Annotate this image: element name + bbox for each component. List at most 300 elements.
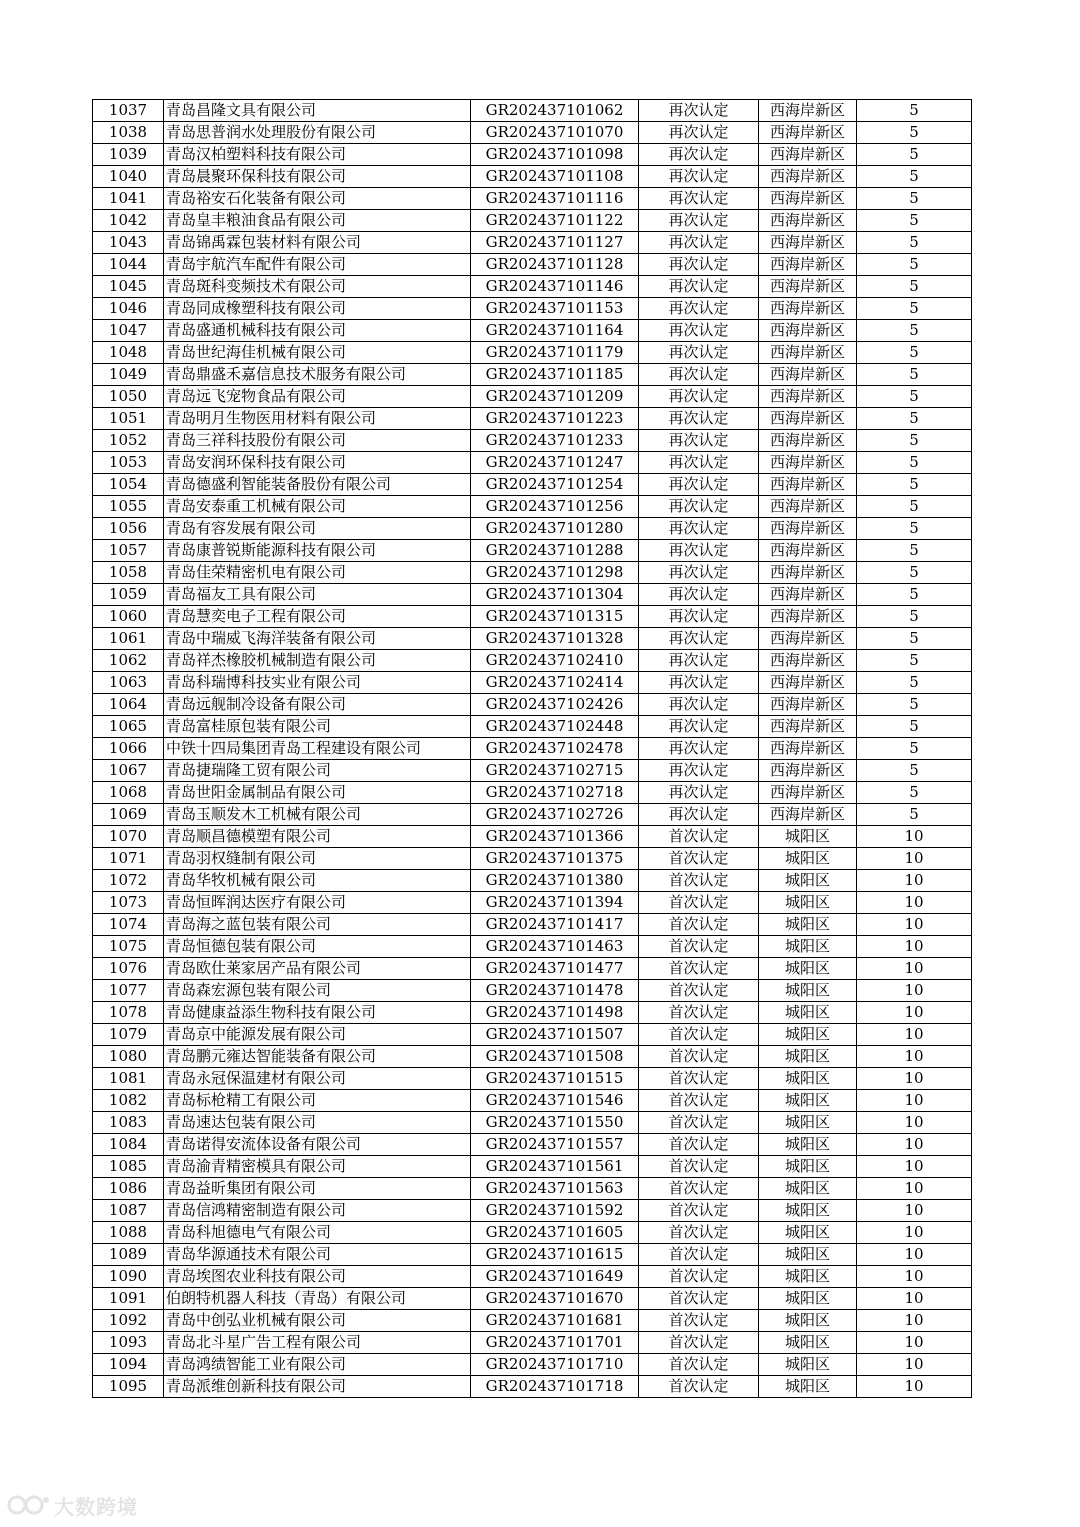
serial-number-cell: 1091: [93, 1288, 164, 1310]
certification-type-cell: 再次认定: [639, 144, 759, 166]
score-cell: 10: [857, 1024, 972, 1046]
district-cell: 城阳区: [759, 1156, 857, 1178]
table-row: [93, 298, 972, 320]
company-name-cell: 青岛康普锐斯能源科技有限公司: [164, 540, 471, 562]
table-row: [93, 1310, 972, 1332]
score-cell: 5: [857, 386, 972, 408]
score-cell: 5: [857, 760, 972, 782]
district-cell: 城阳区: [759, 870, 857, 892]
district-cell: 城阳区: [759, 1178, 857, 1200]
district-cell: 西海岸新区: [759, 628, 857, 650]
district-cell: 西海岸新区: [759, 276, 857, 298]
certification-type-cell: 再次认定: [639, 496, 759, 518]
district-cell: 城阳区: [759, 936, 857, 958]
company-name-cell: 青岛恒德包装有限公司: [164, 936, 471, 958]
certification-type-cell: 再次认定: [639, 276, 759, 298]
certification-type-cell: 首次认定: [639, 1288, 759, 1310]
district-cell: 城阳区: [759, 1046, 857, 1068]
table-row: [93, 1222, 972, 1244]
company-name-cell: 青岛华牧机械有限公司: [164, 870, 471, 892]
serial-number-cell: 1076: [93, 958, 164, 980]
district-cell: 西海岸新区: [759, 562, 857, 584]
table-row: [93, 342, 972, 364]
certificate-number-cell: GR202437101108: [471, 166, 639, 188]
score-cell: 10: [857, 1002, 972, 1024]
table-row: [93, 100, 972, 122]
serial-number-cell: 1093: [93, 1332, 164, 1354]
company-name-cell: 青岛恒晖润达医疗有限公司: [164, 892, 471, 914]
certification-type-cell: 首次认定: [639, 870, 759, 892]
serial-number-cell: 1080: [93, 1046, 164, 1068]
serial-number-cell: 1049: [93, 364, 164, 386]
score-cell: 10: [857, 870, 972, 892]
table-row: [93, 694, 972, 716]
company-name-cell: 青岛裕安石化装备有限公司: [164, 188, 471, 210]
company-name-cell: 青岛明月生物医用材料有限公司: [164, 408, 471, 430]
certification-type-cell: 首次认定: [639, 892, 759, 914]
certification-type-cell: 再次认定: [639, 122, 759, 144]
district-cell: 城阳区: [759, 1288, 857, 1310]
district-cell: 城阳区: [759, 1134, 857, 1156]
company-name-cell: 青岛埃图农业科技有限公司: [164, 1266, 471, 1288]
company-name-cell: 青岛世纪海佳机械有限公司: [164, 342, 471, 364]
score-cell: 10: [857, 1354, 972, 1376]
serial-number-cell: 1066: [93, 738, 164, 760]
serial-number-cell: 1046: [93, 298, 164, 320]
serial-number-cell: 1056: [93, 518, 164, 540]
certificate-number-cell: GR202437102426: [471, 694, 639, 716]
certificate-number-cell: GR202437101256: [471, 496, 639, 518]
district-cell: 西海岸新区: [759, 386, 857, 408]
score-cell: 5: [857, 254, 972, 276]
district-cell: 西海岸新区: [759, 760, 857, 782]
serial-number-cell: 1079: [93, 1024, 164, 1046]
serial-number-cell: 1063: [93, 672, 164, 694]
score-cell: 5: [857, 628, 972, 650]
certificate-number-cell: GR202437101477: [471, 958, 639, 980]
company-name-cell: 青岛德盛利智能装备股份有限公司: [164, 474, 471, 496]
score-cell: 5: [857, 210, 972, 232]
score-cell: 5: [857, 540, 972, 562]
certificate-number-cell: GR202437101070: [471, 122, 639, 144]
company-name-cell: 青岛盛通机械科技有限公司: [164, 320, 471, 342]
certificate-number-cell: GR202437101718: [471, 1376, 639, 1398]
certificate-number-cell: GR202437101463: [471, 936, 639, 958]
certificate-number-cell: GR202437101670: [471, 1288, 639, 1310]
company-name-cell: 青岛晨聚环保科技有限公司: [164, 166, 471, 188]
score-cell: 5: [857, 452, 972, 474]
company-name-cell: 青岛中创弘业机械有限公司: [164, 1310, 471, 1332]
certification-type-cell: 再次认定: [639, 298, 759, 320]
score-cell: 10: [857, 1178, 972, 1200]
district-cell: 西海岸新区: [759, 738, 857, 760]
district-cell: 城阳区: [759, 826, 857, 848]
certificate-number-cell: GR202437101328: [471, 628, 639, 650]
certificate-number-cell: GR202437101185: [471, 364, 639, 386]
serial-number-cell: 1051: [93, 408, 164, 430]
table-row: [93, 826, 972, 848]
score-cell: 5: [857, 364, 972, 386]
certification-type-cell: 再次认定: [639, 474, 759, 496]
district-cell: 西海岸新区: [759, 540, 857, 562]
serial-number-cell: 1088: [93, 1222, 164, 1244]
certificate-number-cell: GR202437101557: [471, 1134, 639, 1156]
serial-number-cell: 1095: [93, 1376, 164, 1398]
score-cell: 10: [857, 1244, 972, 1266]
district-cell: 西海岸新区: [759, 342, 857, 364]
certification-type-cell: 再次认定: [639, 518, 759, 540]
certificate-number-cell: GR202437101561: [471, 1156, 639, 1178]
table-row: [93, 1354, 972, 1376]
serial-number-cell: 1044: [93, 254, 164, 276]
company-name-cell: 青岛汉柏塑料科技有限公司: [164, 144, 471, 166]
certificate-number-cell: GR202437101233: [471, 430, 639, 452]
district-cell: 城阳区: [759, 1376, 857, 1398]
score-cell: 10: [857, 1046, 972, 1068]
certificate-number-cell: GR202437101508: [471, 1046, 639, 1068]
certification-type-cell: 首次认定: [639, 1266, 759, 1288]
serial-number-cell: 1054: [93, 474, 164, 496]
district-cell: 西海岸新区: [759, 100, 857, 122]
serial-number-cell: 1090: [93, 1266, 164, 1288]
certification-type-cell: 再次认定: [639, 562, 759, 584]
serial-number-cell: 1038: [93, 122, 164, 144]
score-cell: 5: [857, 606, 972, 628]
company-name-cell: 青岛信鸿精密制造有限公司: [164, 1200, 471, 1222]
table-row: [93, 166, 972, 188]
score-cell: 5: [857, 716, 972, 738]
serial-number-cell: 1094: [93, 1354, 164, 1376]
serial-number-cell: 1077: [93, 980, 164, 1002]
certificate-number-cell: GR202437101209: [471, 386, 639, 408]
score-cell: 5: [857, 584, 972, 606]
score-cell: 10: [857, 848, 972, 870]
score-cell: 5: [857, 320, 972, 342]
serial-number-cell: 1078: [93, 1002, 164, 1024]
serial-number-cell: 1043: [93, 232, 164, 254]
serial-number-cell: 1060: [93, 606, 164, 628]
certification-type-cell: 再次认定: [639, 386, 759, 408]
score-cell: 5: [857, 144, 972, 166]
district-cell: 城阳区: [759, 1112, 857, 1134]
table-row: [93, 980, 972, 1002]
certification-type-cell: 再次认定: [639, 342, 759, 364]
certificate-number-cell: GR202437101710: [471, 1354, 639, 1376]
company-name-cell: 青岛世阳金属制品有限公司: [164, 782, 471, 804]
table-row: [93, 386, 972, 408]
score-cell: 10: [857, 1090, 972, 1112]
serial-number-cell: 1082: [93, 1090, 164, 1112]
table-row: [93, 936, 972, 958]
district-cell: 西海岸新区: [759, 408, 857, 430]
certificate-number-cell: GR202437102726: [471, 804, 639, 826]
district-cell: 西海岸新区: [759, 166, 857, 188]
table-row: [93, 870, 972, 892]
certification-type-cell: 再次认定: [639, 606, 759, 628]
district-cell: 城阳区: [759, 1024, 857, 1046]
company-name-cell: 青岛京中能源发展有限公司: [164, 1024, 471, 1046]
table-row: [93, 562, 972, 584]
certificate-number-cell: GR202437101315: [471, 606, 639, 628]
certificate-number-cell: GR202437101223: [471, 408, 639, 430]
district-cell: 城阳区: [759, 980, 857, 1002]
score-cell: 5: [857, 518, 972, 540]
certificate-number-cell: GR202437101146: [471, 276, 639, 298]
certification-type-cell: 首次认定: [639, 936, 759, 958]
certificate-number-cell: GR202437101288: [471, 540, 639, 562]
serial-number-cell: 1070: [93, 826, 164, 848]
district-cell: 西海岸新区: [759, 584, 857, 606]
certificate-number-cell: GR202437102715: [471, 760, 639, 782]
certification-type-cell: 再次认定: [639, 408, 759, 430]
company-name-cell: 青岛鼎盛禾嘉信息技术服务有限公司: [164, 364, 471, 386]
table-row: [93, 122, 972, 144]
serial-number-cell: 1061: [93, 628, 164, 650]
table-row: [93, 364, 972, 386]
company-name-cell: 青岛北斗星广告工程有限公司: [164, 1332, 471, 1354]
certificate-number-cell: GR202437101164: [471, 320, 639, 342]
certificate-number-cell: GR202437101681: [471, 1310, 639, 1332]
certificate-number-cell: GR202437102718: [471, 782, 639, 804]
certification-type-cell: 再次认定: [639, 694, 759, 716]
serial-number-cell: 1067: [93, 760, 164, 782]
certification-type-cell: 再次认定: [639, 650, 759, 672]
certification-type-cell: 首次认定: [639, 914, 759, 936]
company-name-cell: 青岛顺昌德模塑有限公司: [164, 826, 471, 848]
company-name-cell: 青岛远飞宠物食品有限公司: [164, 386, 471, 408]
serial-number-cell: 1055: [93, 496, 164, 518]
serial-number-cell: 1041: [93, 188, 164, 210]
district-cell: 西海岸新区: [759, 298, 857, 320]
score-cell: 5: [857, 650, 972, 672]
company-name-cell: 青岛健康益添生物科技有限公司: [164, 1002, 471, 1024]
certification-type-cell: 再次认定: [639, 166, 759, 188]
serial-number-cell: 1084: [93, 1134, 164, 1156]
table-row: [93, 584, 972, 606]
table-row: [93, 804, 972, 826]
table-row: [93, 276, 972, 298]
certificate-number-cell: GR202437101546: [471, 1090, 639, 1112]
company-name-cell: 青岛远舰制冷设备有限公司: [164, 694, 471, 716]
district-cell: 西海岸新区: [759, 650, 857, 672]
company-name-cell: 青岛三祥科技股份有限公司: [164, 430, 471, 452]
serial-number-cell: 1048: [93, 342, 164, 364]
score-cell: 5: [857, 694, 972, 716]
certification-type-cell: 首次认定: [639, 1376, 759, 1398]
score-cell: 10: [857, 1310, 972, 1332]
certification-type-cell: 再次认定: [639, 100, 759, 122]
table-row: [93, 1156, 972, 1178]
certification-type-cell: 再次认定: [639, 628, 759, 650]
table-body: [93, 100, 972, 1398]
certification-type-cell: 首次认定: [639, 1354, 759, 1376]
certificate-number-cell: GR202437102410: [471, 650, 639, 672]
certificate-number-cell: GR202437101254: [471, 474, 639, 496]
certification-type-cell: 再次认定: [639, 232, 759, 254]
score-cell: 10: [857, 1112, 972, 1134]
serial-number-cell: 1047: [93, 320, 164, 342]
table-row: [93, 892, 972, 914]
certificate-number-cell: GR202437101592: [471, 1200, 639, 1222]
score-cell: 10: [857, 914, 972, 936]
serial-number-cell: 1050: [93, 386, 164, 408]
certification-type-cell: 首次认定: [639, 1332, 759, 1354]
certification-type-cell: 首次认定: [639, 958, 759, 980]
score-cell: 10: [857, 1288, 972, 1310]
company-name-cell: 青岛永冠保温建材有限公司: [164, 1068, 471, 1090]
certificate-number-cell: GR202437101098: [471, 144, 639, 166]
company-name-cell: 青岛宇航汽车配件有限公司: [164, 254, 471, 276]
certification-type-cell: 首次认定: [639, 1200, 759, 1222]
certificate-number-cell: GR202437102414: [471, 672, 639, 694]
serial-number-cell: 1081: [93, 1068, 164, 1090]
company-name-cell: 青岛祥杰橡胶机械制造有限公司: [164, 650, 471, 672]
serial-number-cell: 1086: [93, 1178, 164, 1200]
certification-type-cell: 首次认定: [639, 1134, 759, 1156]
certificate-number-cell: GR202437101366: [471, 826, 639, 848]
score-cell: 5: [857, 672, 972, 694]
table-row: [93, 716, 972, 738]
certification-type-cell: 首次认定: [639, 1222, 759, 1244]
district-cell: 城阳区: [759, 892, 857, 914]
company-name-cell: 青岛同成橡塑科技有限公司: [164, 298, 471, 320]
table-row: [93, 254, 972, 276]
district-cell: 西海岸新区: [759, 694, 857, 716]
certificate-number-cell: GR202437101380: [471, 870, 639, 892]
company-name-cell: 青岛欧仕莱家居产品有限公司: [164, 958, 471, 980]
serial-number-cell: 1075: [93, 936, 164, 958]
company-name-cell: 中铁十四局集团青岛工程建设有限公司: [164, 738, 471, 760]
certification-type-cell: 首次认定: [639, 1310, 759, 1332]
company-name-cell: 青岛标枪精工有限公司: [164, 1090, 471, 1112]
certificate-number-cell: GR202437101478: [471, 980, 639, 1002]
company-name-cell: 青岛安泰重工机械有限公司: [164, 496, 471, 518]
district-cell: 西海岸新区: [759, 716, 857, 738]
certificate-number-cell: GR202437101247: [471, 452, 639, 474]
district-cell: 西海岸新区: [759, 254, 857, 276]
score-cell: 5: [857, 232, 972, 254]
district-cell: 城阳区: [759, 848, 857, 870]
table-row: [93, 1376, 972, 1398]
table-row: [93, 496, 972, 518]
table-row: [93, 628, 972, 650]
table-row: [93, 1046, 972, 1068]
district-cell: 城阳区: [759, 1266, 857, 1288]
district-cell: 城阳区: [759, 1332, 857, 1354]
certificate-number-cell: GR202437101280: [471, 518, 639, 540]
certificate-number-cell: GR202437101507: [471, 1024, 639, 1046]
district-cell: 城阳区: [759, 1244, 857, 1266]
certification-type-cell: 再次认定: [639, 320, 759, 342]
score-cell: 10: [857, 1376, 972, 1398]
serial-number-cell: 1087: [93, 1200, 164, 1222]
serial-number-cell: 1045: [93, 276, 164, 298]
certification-type-cell: 首次认定: [639, 1090, 759, 1112]
table-row: [93, 1200, 972, 1222]
score-cell: 5: [857, 408, 972, 430]
certification-type-cell: 首次认定: [639, 980, 759, 1002]
certification-type-cell: 首次认定: [639, 1244, 759, 1266]
serial-number-cell: 1040: [93, 166, 164, 188]
company-name-cell: 青岛中瑞威飞海洋装备有限公司: [164, 628, 471, 650]
certification-type-cell: 首次认定: [639, 1002, 759, 1024]
company-name-cell: 青岛益昕集团有限公司: [164, 1178, 471, 1200]
certificate-number-cell: GR202437101701: [471, 1332, 639, 1354]
certificate-number-cell: GR202437101605: [471, 1222, 639, 1244]
score-cell: 10: [857, 1134, 972, 1156]
certification-type-cell: 再次认定: [639, 430, 759, 452]
certification-type-cell: 首次认定: [639, 848, 759, 870]
certification-type-cell: 首次认定: [639, 1024, 759, 1046]
district-cell: 西海岸新区: [759, 364, 857, 386]
certificate-number-cell: GR202437101298: [471, 562, 639, 584]
company-name-cell: 青岛渝青精密模具有限公司: [164, 1156, 471, 1178]
serial-number-cell: 1085: [93, 1156, 164, 1178]
certification-type-cell: 首次认定: [639, 826, 759, 848]
district-cell: 西海岸新区: [759, 122, 857, 144]
serial-number-cell: 1074: [93, 914, 164, 936]
table-row: [93, 914, 972, 936]
company-name-cell: 青岛皇丰粮油食品有限公司: [164, 210, 471, 232]
score-cell: 5: [857, 188, 972, 210]
table-row: [93, 452, 972, 474]
serial-number-cell: 1058: [93, 562, 164, 584]
district-cell: 城阳区: [759, 1068, 857, 1090]
certification-type-cell: 再次认定: [639, 672, 759, 694]
certificate-number-cell: GR202437101550: [471, 1112, 639, 1134]
district-cell: 城阳区: [759, 1310, 857, 1332]
company-name-cell: 青岛佳荣精密机电有限公司: [164, 562, 471, 584]
score-cell: 5: [857, 496, 972, 518]
company-name-cell: 青岛华源通技术有限公司: [164, 1244, 471, 1266]
score-cell: 5: [857, 782, 972, 804]
table-row: [93, 210, 972, 232]
certification-type-cell: 首次认定: [639, 1046, 759, 1068]
certificate-number-cell: GR202437101417: [471, 914, 639, 936]
district-cell: 西海岸新区: [759, 606, 857, 628]
table-row: [93, 650, 972, 672]
score-cell: 5: [857, 122, 972, 144]
table-row: [93, 188, 972, 210]
score-cell: 10: [857, 1266, 972, 1288]
table-row: [93, 672, 972, 694]
serial-number-cell: 1053: [93, 452, 164, 474]
table-row: [93, 1090, 972, 1112]
district-cell: 城阳区: [759, 958, 857, 980]
certificate-number-cell: GR202437101649: [471, 1266, 639, 1288]
table-row: [93, 1332, 972, 1354]
certificate-number-cell: GR202437101563: [471, 1178, 639, 1200]
table-row: [93, 958, 972, 980]
company-name-cell: 青岛富桂原包装有限公司: [164, 716, 471, 738]
certification-type-cell: 再次认定: [639, 364, 759, 386]
company-name-cell: 青岛锦禹霖包装材料有限公司: [164, 232, 471, 254]
certificate-number-cell: GR202437101062: [471, 100, 639, 122]
table-row: [93, 1024, 972, 1046]
score-cell: 10: [857, 1156, 972, 1178]
certification-type-cell: 再次认定: [639, 716, 759, 738]
serial-number-cell: 1039: [93, 144, 164, 166]
certification-type-cell: 再次认定: [639, 210, 759, 232]
score-cell: 10: [857, 1200, 972, 1222]
company-name-cell: 青岛海之蓝包装有限公司: [164, 914, 471, 936]
table-row: [93, 430, 972, 452]
table-row: [93, 1266, 972, 1288]
district-cell: 城阳区: [759, 1200, 857, 1222]
serial-number-cell: 1092: [93, 1310, 164, 1332]
serial-number-cell: 1073: [93, 892, 164, 914]
serial-number-cell: 1068: [93, 782, 164, 804]
